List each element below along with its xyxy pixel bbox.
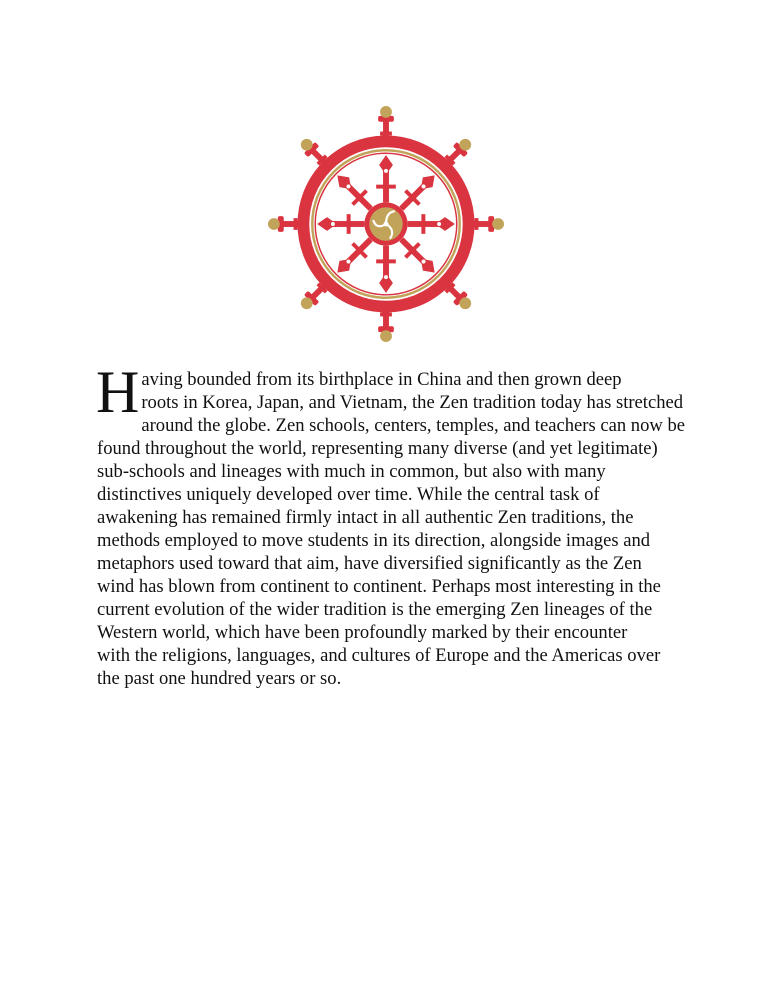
paragraph-line: current evolution of the wider tradition is the emerging Zen lineages of the [97, 599, 653, 620]
paragraph-line: found throughout the world, representing many diverse (and yet legitimate) [97, 438, 658, 459]
paragraph-line: the past one hundred years or so. [97, 668, 342, 689]
paragraph-line: awakening has remained firmly intact in all authentic Zen traditions, the [97, 507, 634, 528]
dharma-wheel-icon [268, 106, 504, 342]
paragraph-line: around the globe. Zen schools, centers, temples, and teachers can now be [141, 415, 686, 436]
dharma-wheel-graphic [268, 106, 504, 342]
paragraph-line: Western world, which have been profoundly marked by their encounter [97, 622, 628, 643]
paragraph-line: metaphors used toward that aim, have diversified significantly as the Zen [97, 553, 642, 574]
drop-cap: H [96, 359, 140, 425]
paragraph-line: wind has blown from continent to continent. Perhaps most interesting in the [97, 576, 661, 597]
paragraph-line: methods employed to move students in its direction, alongside images and [97, 530, 651, 551]
paragraph-line: roots in Korea, Japan, and Vietnam, the Zen tradition today has stretched [141, 392, 684, 413]
paragraph-line-text: aving bounded from its birthplace in China and then grown deep [141, 369, 622, 390]
body-paragraph [96, 359, 686, 690]
paragraph-line: with the religions, languages, and cultures of Europe and the Americas over [97, 645, 661, 666]
paragraph-line: distinctives uniquely developed over time. While the central task of [97, 484, 600, 505]
paragraph-line: sub-schools and lineages with much in common, but also with many [97, 461, 606, 482]
